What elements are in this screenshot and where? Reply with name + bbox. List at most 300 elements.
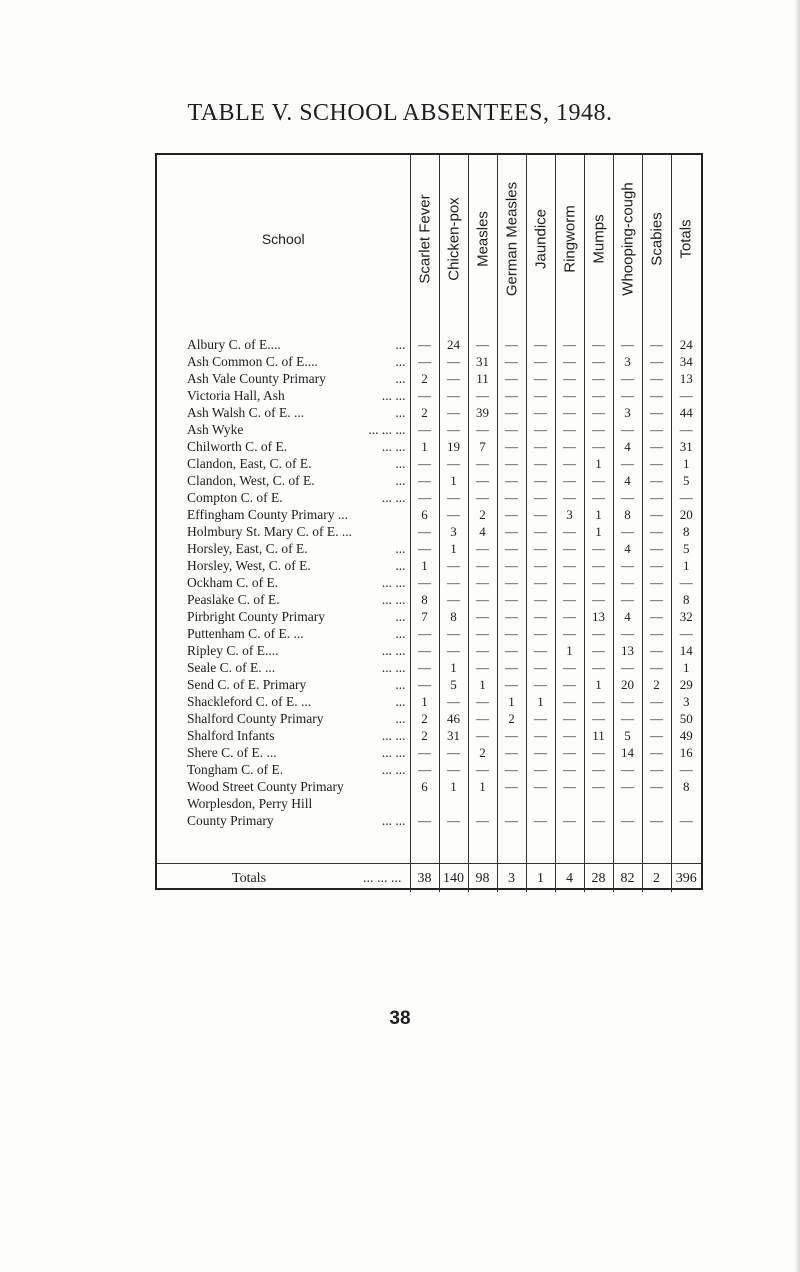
school-name [157, 336, 410, 353]
cell-value: — [584, 336, 613, 353]
leader-dots: ... ... [381, 762, 406, 777]
cell-value: 3 [497, 864, 526, 893]
cell-value: — [555, 744, 584, 761]
cell-value: — [642, 438, 671, 455]
cell-value: — [584, 744, 613, 761]
header-scarlet-fever: Scarlet Fever [410, 155, 439, 322]
school-name-text: County Primary [187, 813, 274, 828]
cell-value: 1 [439, 778, 468, 795]
leader-dots: ... ... ... [363, 870, 402, 886]
table-row [157, 404, 701, 421]
leader-dots: ... [395, 456, 406, 471]
cell-value: 1 [410, 438, 439, 455]
table-row [157, 523, 701, 540]
cell-value: 2 [410, 370, 439, 387]
cell-value: 1 [584, 455, 613, 472]
leader-dots: ... [395, 558, 406, 573]
cell-value: — [526, 421, 555, 438]
cell-value: 1 [671, 455, 701, 472]
cell-value: — [642, 710, 671, 727]
table-row [157, 693, 701, 710]
cell-value: — [497, 438, 526, 455]
header-row [157, 155, 701, 322]
cell-value: — [671, 574, 701, 591]
school-name-text: Shalford Infants [187, 728, 275, 743]
school-name-text: Victoria Hall, Ash [187, 388, 285, 403]
cell-value: — [642, 727, 671, 744]
cell-value: — [642, 591, 671, 608]
school-name-text: Wood Street County Primary [187, 779, 344, 794]
header-jaundice: Jaundice [526, 155, 555, 322]
school-name [157, 693, 410, 710]
school-name-text: Albury C. of E.... [187, 337, 281, 352]
cell-value: — [584, 421, 613, 438]
cell-value: 49 [671, 727, 701, 744]
cell-value: — [410, 812, 439, 829]
cell-value: — [613, 557, 642, 574]
cell-value: — [439, 591, 468, 608]
cell-value: — [410, 387, 439, 404]
cell-value: — [555, 421, 584, 438]
cell-value: — [584, 438, 613, 455]
school-name [157, 864, 410, 893]
cell-value: — [497, 370, 526, 387]
cell-value: — [497, 557, 526, 574]
cell-value: — [497, 506, 526, 523]
cell-value: — [642, 472, 671, 489]
cell-value: — [642, 455, 671, 472]
cell-value: — [410, 659, 439, 676]
school-name [157, 676, 410, 693]
header-ringworm: Ringworm [555, 155, 584, 322]
school-name-text: Ash Wyke [187, 422, 244, 437]
cell-value: — [584, 574, 613, 591]
cell-empty [555, 795, 584, 812]
cell-value: 8 [613, 506, 642, 523]
cell-value: — [642, 693, 671, 710]
cell-value: — [497, 778, 526, 795]
cell-value: 4 [468, 523, 497, 540]
cell-value: — [410, 761, 439, 778]
cell-value: 8 [671, 778, 701, 795]
cell-value: — [497, 540, 526, 557]
table-row [157, 489, 701, 506]
school-name-text: Puttenham C. of E. ... [187, 626, 304, 641]
cell-value: — [526, 489, 555, 506]
cell-value: 46 [439, 710, 468, 727]
cell-value: 32 [671, 608, 701, 625]
cell-value: 4 [613, 540, 642, 557]
leader-dots: ... [395, 541, 406, 556]
cell-value: — [613, 659, 642, 676]
school-name [157, 710, 410, 727]
cell-value: 1 [468, 676, 497, 693]
cell-value: — [642, 404, 671, 421]
cell-value: — [555, 336, 584, 353]
school-name [157, 727, 410, 744]
cell-value: — [642, 370, 671, 387]
school-name-text: Clandon, West, C. of E. [187, 473, 315, 488]
cell-value: 20 [613, 676, 642, 693]
cell-value: — [584, 710, 613, 727]
header-totals: Totals [671, 155, 701, 322]
cell-value: — [526, 523, 555, 540]
cell-value: — [613, 455, 642, 472]
school-name-text: Shalford County Primary [187, 711, 324, 726]
school-name [157, 404, 410, 421]
cell-value: 2 [497, 710, 526, 727]
cell-value: — [497, 404, 526, 421]
cell-value: — [642, 387, 671, 404]
cell-value: — [526, 557, 555, 574]
cell-value: 1 [555, 642, 584, 659]
school-name-text: Clandon, East, C. of E. [187, 456, 312, 471]
cell-value: — [468, 693, 497, 710]
header-school: School [261, 230, 305, 247]
cell-value: 1 [584, 676, 613, 693]
school-name-text: Shackleford C. of E. ... [187, 694, 312, 709]
cell-value: — [526, 336, 555, 353]
school-name [157, 812, 410, 829]
cell-value: — [526, 744, 555, 761]
cell-value: 16 [671, 744, 701, 761]
leader-dots: ... [395, 626, 406, 641]
cell-value: — [497, 608, 526, 625]
cell-value: 2 [410, 710, 439, 727]
cell-value: — [642, 761, 671, 778]
leader-dots: ... ... [381, 490, 406, 505]
cell-value: — [584, 591, 613, 608]
cell-value: — [584, 404, 613, 421]
cell-value: — [555, 404, 584, 421]
cell-value: — [468, 591, 497, 608]
cell-value: — [439, 404, 468, 421]
school-name-text: Holmbury St. Mary C. of E. ... [187, 524, 352, 539]
cell-value: — [555, 523, 584, 540]
leader-dots: ... [395, 337, 406, 352]
cell-value: — [642, 608, 671, 625]
cell-value: — [584, 812, 613, 829]
cell-value: — [497, 812, 526, 829]
cell-value: 34 [671, 353, 701, 370]
cell-value: — [410, 744, 439, 761]
cell-value: 1 [410, 693, 439, 710]
cell-value: — [410, 336, 439, 353]
cell-value: 98 [468, 864, 497, 893]
cell-value: — [671, 625, 701, 642]
cell-value: — [613, 370, 642, 387]
cell-value: — [526, 404, 555, 421]
cell-value: 31 [468, 353, 497, 370]
cell-value: 2 [642, 676, 671, 693]
cell-value: — [439, 744, 468, 761]
cell-value: — [439, 370, 468, 387]
cell-value: — [439, 421, 468, 438]
table-row [157, 761, 701, 778]
cell-value: — [642, 659, 671, 676]
cell-value: — [555, 591, 584, 608]
school-name [157, 523, 410, 540]
cell-value: — [439, 642, 468, 659]
cell-value: — [642, 642, 671, 659]
cell-value: — [439, 353, 468, 370]
table-row [157, 795, 701, 812]
page-number: 38 [389, 1008, 411, 1029]
page-edge-shadow [794, 0, 800, 1272]
cell-value: — [584, 557, 613, 574]
cell-value: — [526, 727, 555, 744]
cell-empty [642, 795, 671, 812]
cell-value: — [468, 540, 497, 557]
cell-value: — [642, 540, 671, 557]
cell-value: — [497, 387, 526, 404]
cell-value: — [526, 625, 555, 642]
cell-value: 24 [671, 336, 701, 353]
cell-value: — [584, 489, 613, 506]
cell-value: 3 [439, 523, 468, 540]
leader-dots: ... [395, 677, 406, 692]
school-name [157, 744, 410, 761]
cell-value: 1 [526, 693, 555, 710]
table-row [157, 387, 701, 404]
school-name-text: Send C. of E. Primary [187, 677, 307, 692]
school-name-text: Horsley, East, C. of E. [187, 541, 308, 556]
cell-value: 8 [439, 608, 468, 625]
cell-value: — [671, 761, 701, 778]
school-name [157, 778, 410, 795]
cell-value: 396 [671, 864, 701, 893]
cell-value: — [555, 574, 584, 591]
table-row [157, 642, 701, 659]
cell-value: — [584, 625, 613, 642]
cell-value: 20 [671, 506, 701, 523]
school-name [157, 506, 410, 523]
table-row [157, 370, 701, 387]
cell-value: 38 [410, 864, 439, 893]
cell-value: — [410, 676, 439, 693]
table-row [157, 574, 701, 591]
header-measles: Measles [468, 155, 497, 322]
table-row [157, 608, 701, 625]
table-row [157, 778, 701, 795]
cell-value: — [555, 540, 584, 557]
cell-value: 7 [468, 438, 497, 455]
absentees-table [157, 155, 701, 892]
cell-value: 4 [613, 438, 642, 455]
cell-value: 1 [439, 472, 468, 489]
header-mumps: Mumps [584, 155, 613, 322]
cell-value: — [526, 455, 555, 472]
school-name-text: Ash Common C. of E.... [187, 354, 318, 369]
cell-value: — [555, 489, 584, 506]
cell-value: — [584, 761, 613, 778]
cell-value: — [642, 353, 671, 370]
header-chicken-pox: Chicken-pox [439, 155, 468, 322]
spacer-row [157, 829, 701, 864]
leader-dots: ... [395, 694, 406, 709]
cell-value: — [468, 761, 497, 778]
cell-value: — [439, 489, 468, 506]
cell-value: — [642, 812, 671, 829]
cell-value: — [584, 540, 613, 557]
school-name [157, 761, 410, 778]
cell-value: — [468, 659, 497, 676]
cell-value: — [410, 455, 439, 472]
cell-value: — [468, 455, 497, 472]
cell-value: — [439, 812, 468, 829]
cell-value: — [526, 540, 555, 557]
cell-value: 13 [613, 642, 642, 659]
cell-value: — [555, 455, 584, 472]
cell-value: — [497, 353, 526, 370]
school-name-text: Ripley C. of E.... [187, 643, 279, 658]
cell-value: — [555, 761, 584, 778]
school-name: Worplesdon, Perry Hill [187, 796, 313, 811]
cell-value: — [468, 625, 497, 642]
cell-value: — [642, 778, 671, 795]
cell-value: 50 [671, 710, 701, 727]
cell-value: — [410, 489, 439, 506]
cell-value: 24 [439, 336, 468, 353]
cell-value: — [439, 761, 468, 778]
cell-value: 2 [410, 404, 439, 421]
cell-value: — [584, 353, 613, 370]
cell-value: 4 [555, 864, 584, 893]
cell-value: — [410, 642, 439, 659]
cell-value: 5 [671, 540, 701, 557]
cell-value: 2 [468, 744, 497, 761]
school-name [157, 421, 410, 438]
cell-value: 13 [671, 370, 701, 387]
cell-value: — [468, 421, 497, 438]
cell-value: 6 [410, 778, 439, 795]
cell-value: — [526, 778, 555, 795]
cell-empty [584, 795, 613, 812]
school-name-text: Horsley, West, C. of E. [187, 558, 311, 573]
cell-value: — [555, 676, 584, 693]
cell-value: — [497, 744, 526, 761]
table-row [157, 421, 701, 438]
cell-value: — [497, 761, 526, 778]
cell-value: — [555, 608, 584, 625]
cell-value: — [468, 608, 497, 625]
cell-value: 1 [468, 778, 497, 795]
cell-value: 2 [642, 864, 671, 893]
cell-value: — [497, 421, 526, 438]
cell-value: — [468, 574, 497, 591]
table-row [157, 353, 701, 370]
gap-row [157, 322, 701, 336]
leader-dots: ... ... [381, 813, 406, 828]
cell-value: — [642, 523, 671, 540]
cell-value: — [613, 489, 642, 506]
cell-value: — [613, 336, 642, 353]
school-name [157, 659, 410, 676]
cell-value: — [613, 812, 642, 829]
cell-value: — [410, 353, 439, 370]
cell-value: — [613, 591, 642, 608]
table-row [157, 744, 701, 761]
absentees-table-frame [155, 153, 703, 890]
cell-value: 1 [439, 540, 468, 557]
school-name-text: Tongham C. of E. [187, 762, 284, 777]
school-name [157, 642, 410, 659]
cell-value: — [526, 591, 555, 608]
cell-value: — [642, 625, 671, 642]
cell-value: 5 [613, 727, 642, 744]
cell-value: 2 [468, 506, 497, 523]
cell-value: 2 [410, 727, 439, 744]
cell-value: — [526, 659, 555, 676]
cell-empty [497, 795, 526, 812]
cell-value: 3 [555, 506, 584, 523]
leader-dots: ... [395, 371, 406, 386]
table-row [157, 438, 701, 455]
cell-value: 1 [671, 557, 701, 574]
cell-value: — [468, 812, 497, 829]
cell-value: — [526, 353, 555, 370]
cell-value: — [584, 370, 613, 387]
leader-dots: ... ... [381, 728, 406, 743]
school-name [157, 591, 410, 608]
cell-value: — [613, 625, 642, 642]
table-row [157, 336, 701, 353]
cell-value: — [555, 557, 584, 574]
school-name [157, 557, 410, 574]
table-row [157, 812, 701, 829]
cell-value: — [410, 540, 439, 557]
cell-value: — [526, 574, 555, 591]
leader-dots: ... [395, 354, 406, 369]
cell-value: 140 [439, 864, 468, 893]
cell-value: 31 [439, 727, 468, 744]
cell-value: 14 [613, 744, 642, 761]
leader-dots: ... ... ... [368, 422, 406, 437]
cell-value: — [410, 523, 439, 540]
school-name-text: Effingham County Primary ... [187, 507, 348, 522]
cell-value: 1 [584, 506, 613, 523]
cell-value: — [555, 472, 584, 489]
cell-value: — [555, 438, 584, 455]
cell-value: — [497, 574, 526, 591]
cell-value: — [584, 778, 613, 795]
school-name-text: Shere C. of E. ... [187, 745, 277, 760]
header-scabies: Scabies [642, 155, 671, 322]
cell-value: — [613, 421, 642, 438]
cell-value: — [642, 489, 671, 506]
cell-value: — [468, 387, 497, 404]
cell-value: — [497, 455, 526, 472]
cell-value: — [439, 625, 468, 642]
cell-value: — [439, 574, 468, 591]
cell-value: — [497, 336, 526, 353]
cell-value: — [555, 693, 584, 710]
cell-value: 4 [613, 608, 642, 625]
cell-value: — [468, 336, 497, 353]
school-name [157, 387, 410, 404]
school-name [157, 438, 410, 455]
school-name [157, 608, 410, 625]
cell-value: — [555, 370, 584, 387]
leader-dots: ... ... [381, 439, 406, 454]
cell-value: 1 [584, 523, 613, 540]
cell-empty [613, 795, 642, 812]
table-row [157, 472, 701, 489]
cell-value: — [497, 472, 526, 489]
cell-value: — [584, 472, 613, 489]
cell-value: — [584, 693, 613, 710]
cell-value: — [526, 438, 555, 455]
